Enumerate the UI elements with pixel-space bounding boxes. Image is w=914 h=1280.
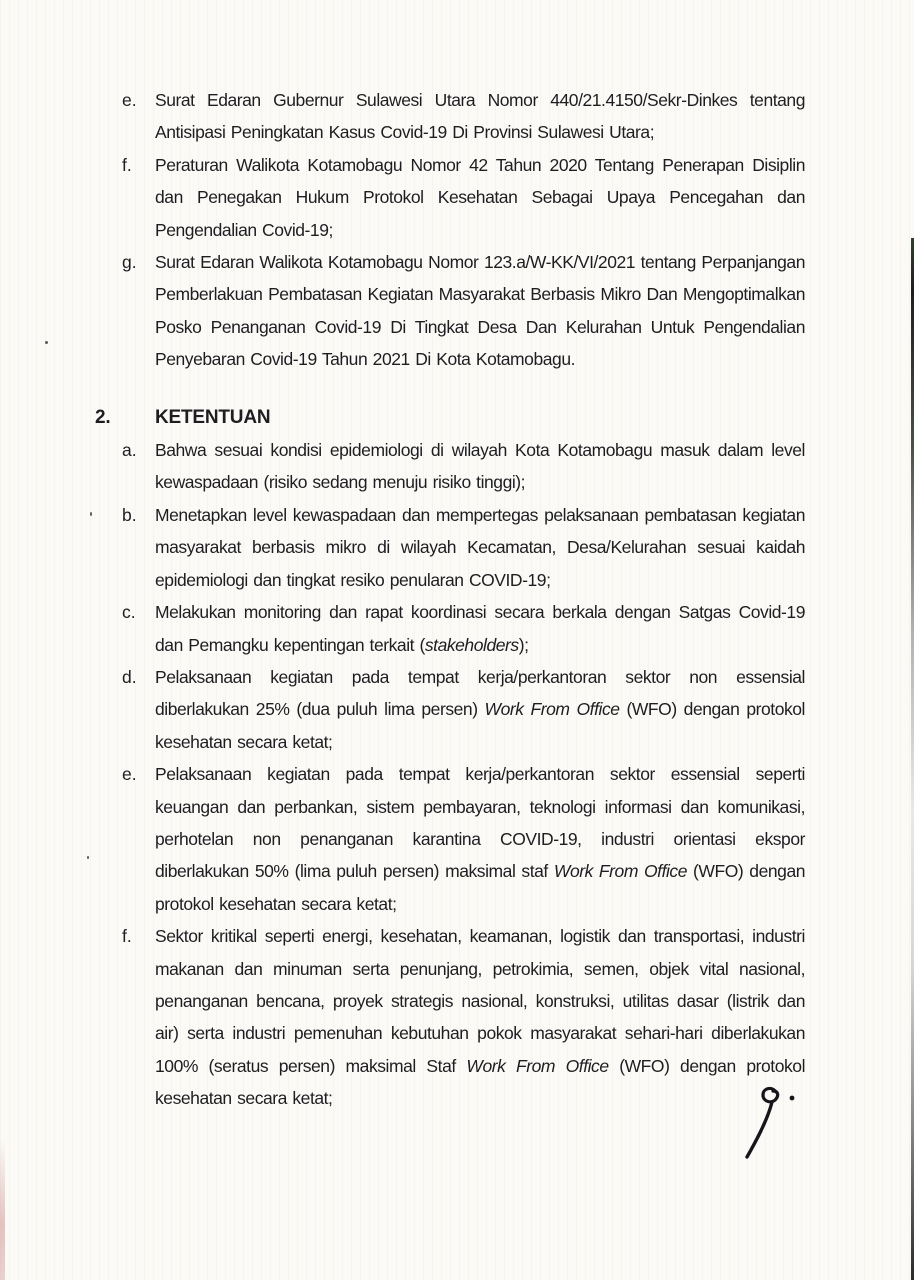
- document-content: [95, 84, 806, 1115]
- list-item: [122, 149, 805, 246]
- section-title: KETENTUAN: [155, 406, 271, 428]
- item-label: d.: [122, 666, 137, 687]
- list-item: [122, 434, 805, 499]
- item-text: Pelaksanaan kegiatan pada tempat kerja/perkantoran sektor essensial seperti keuangan dan perbankan, sistem pembayaran, teknologi informasi dan komunikasi, perhotelan non penanganan karantina COVID-19, industri orientasi ekspor diberlakukan 50% (lima puluh persen) maksimal staf Work From Office (WFO) dengan protokol kesehatan secara ketat;: [155, 764, 806, 914]
- list-item: [122, 596, 805, 661]
- scan-speck: [90, 512, 92, 516]
- section-heading: [95, 402, 805, 434]
- paraf-dot: [790, 1096, 795, 1101]
- scan-edge-tint-left: [0, 1140, 5, 1280]
- item-text: Menetapkan level kewaspadaan dan mempertegas pelaksanaan pembatasan kegiatan masyarakat berbasis mikro di wilayah Kecamatan, Desa/Kelurahan sesuai kaidah epidemiologi dan tingkat resiko penularan COVID-19;: [155, 504, 805, 590]
- list-item: [122, 758, 805, 920]
- item-text: Surat Edaran Walikota Kotamobagu Nomor 123.a/W-KK/VI/2021 tentang Perpanjangan Pemberlakuan Pembatasan Kegiatan Masyarakat Berbasis Mikro Dan Mengoptimalkan Posko Penanganan Covid-19 Di Tingkat Desa Dan Kelurahan Untuk Pengendalian Penyebaran Covid-19 Tahun 2021 Di Kota Kotamobagu.: [155, 252, 805, 370]
- handwritten-paraf-mark: [742, 1082, 802, 1167]
- list-item: [122, 661, 805, 758]
- item-label: g.: [122, 252, 137, 273]
- list-item: [122, 246, 805, 376]
- list-item: [122, 499, 805, 596]
- item-text: Surat Edaran Gubernur Sulawesi Utara Nomor 440/21.4150/Sekr-Dinkes tentang Antisipasi Peningkatan Kasus Covid-19 Di Provinsi Sulawesi Utara;: [155, 90, 805, 143]
- item-label: e.: [122, 90, 137, 110]
- item-label: a.: [122, 440, 137, 461]
- item-text: Melakukan monitoring dan rapat koordinasi secara berkala dengan Satgas Covid-19 dan Pemangku kepentingan terkait (stakeholders);: [155, 602, 805, 655]
- item-label: f.: [122, 154, 132, 175]
- scan-speck: [45, 341, 48, 344]
- list-item: [122, 84, 805, 149]
- item-label: e.: [122, 764, 137, 785]
- section-number: 2.: [95, 406, 111, 428]
- item-text: Peraturan Walikota Kotamobagu Nomor 42 Tahun 2020 Tentang Penerapan Disiplin dan Penegakan Hukum Protokol Kesehatan Sebagai Upaya Pencegahan dan Pengendalian Covid-19;: [155, 154, 805, 240]
- item-text: Pelaksanaan kegiatan pada tempat kerja/perkantoran sektor non essensial diberlakukan 25% (dua puluh lima persen) Work From Office (WFO) dengan protokol kesehatan secara ketat;: [155, 666, 805, 752]
- item-text: Bahwa sesuai kondisi epidemiologi di wilayah Kota Kotamobagu masuk dalam level kewaspadaan (risiko sedang menuju risiko tinggi);: [155, 440, 805, 493]
- reference-list: [122, 84, 805, 376]
- ketentuan-list: [122, 434, 805, 1115]
- item-label: c.: [122, 602, 136, 623]
- list-item: [122, 920, 805, 1114]
- item-label: b.: [122, 504, 137, 525]
- scan-speck: [87, 856, 89, 859]
- item-text: Sektor kritikal seperti energi, kesehatan, keamanan, logistik dan transportasi, industri makanan dan minuman serta penunjang, petrokimia, semen, objek vital nasional, penanganan bencana, proyek strategis nasional, konstruksi, utilitas dasar (listrik dan air) serta industri pemenuhan kebutuhan pokok masyarakat sehari-hari diberlakukan 100% (seratus persen) maksimal Staf Work From Office (WFO) dengan protokol kesehatan secara ketat;: [155, 926, 806, 1109]
- item-label: f.: [122, 926, 132, 947]
